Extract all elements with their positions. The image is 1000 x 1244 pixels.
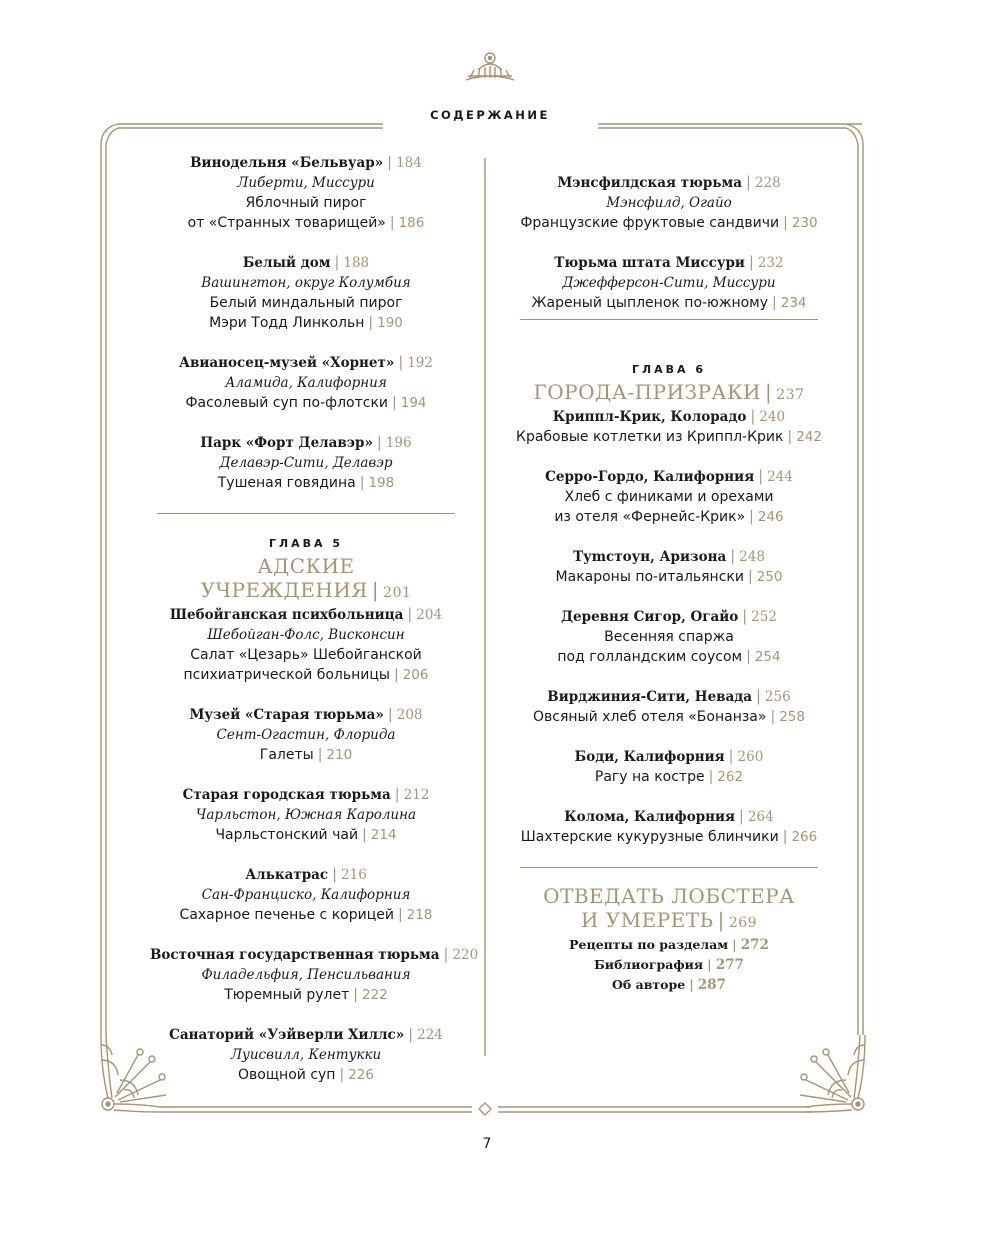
recipe-name [510, 767, 828, 787]
separator: | [758, 469, 764, 485]
toc-entry[interactable] [510, 607, 828, 667]
page-ref: 287 [697, 977, 726, 993]
page-ref: 228 [754, 175, 781, 191]
toc-entry[interactable] [150, 785, 462, 845]
toc-entry-heading [510, 807, 828, 827]
page-ref: 194 [400, 395, 427, 411]
recipe-name [510, 567, 828, 587]
recipe-text: Сахарное печенье с корицей [179, 907, 394, 923]
recipe-text: Галеты [259, 747, 314, 763]
location: Аламида, Калифорния [225, 375, 387, 391]
chapter-title[interactable] [150, 554, 462, 605]
toc-entry[interactable] [510, 687, 828, 727]
recipe-text: Тюремный рулет [224, 987, 350, 1003]
page-number: 7 [482, 1136, 492, 1152]
toc-entry[interactable] [510, 407, 828, 447]
place-name: Тюрьма штата Миссури [554, 255, 745, 271]
toc-entry-heading [150, 865, 462, 885]
page-ref: 222 [361, 987, 388, 1003]
separator: | [362, 827, 367, 843]
page-ref: 230 [791, 215, 818, 231]
page-ref: 232 [757, 255, 784, 271]
toc-section-right-top [510, 173, 828, 313]
recipe-name [150, 193, 462, 213]
separator: | [339, 1067, 345, 1083]
back-matter-items [510, 935, 828, 995]
separator: | [392, 395, 397, 411]
separator: | [742, 609, 748, 625]
page-ref: 224 [417, 1027, 443, 1043]
separator: | [376, 435, 382, 451]
place-name: Музей «Старая тюрьма» [189, 707, 384, 723]
place-name: Алькатрас [245, 867, 329, 883]
recipe-name [150, 313, 462, 333]
place-name: Криппл-Крик, Колорадо [552, 409, 747, 425]
recipe-text: Белый миндальный пирог [209, 295, 403, 311]
recipe-text: Овощной суп [238, 1067, 336, 1083]
separator: | [783, 215, 788, 231]
location: Мэнсфилд, Огайо [606, 195, 732, 211]
separator: | [398, 355, 404, 371]
page-ref: 204 [416, 607, 443, 623]
place-name: Шебойганская психбольница [169, 607, 404, 623]
recipe-text: Весенняя спаржа [604, 629, 734, 645]
recipe-text: Французские фруктовые сандвичи [520, 215, 780, 231]
recipe-name [150, 473, 462, 493]
separator: | [728, 749, 734, 765]
separator: | [689, 977, 694, 992]
separator: | [765, 380, 773, 404]
separator: | [317, 747, 323, 763]
back-matter-label: Библиография [594, 957, 704, 972]
separator: | [407, 607, 413, 623]
place-name: Старая городская тюрьма [182, 787, 391, 803]
separator: | [334, 255, 340, 271]
page-ref: 242 [796, 429, 822, 445]
recipe-text: от «Странных товарищей» [187, 215, 386, 231]
separator: | [443, 947, 449, 963]
separator: | [717, 908, 725, 932]
place-name: Санаторий «Уэйверли Хиллс» [169, 1027, 405, 1043]
page-ref: 226 [348, 1067, 374, 1083]
toc-entry-heading [150, 253, 462, 273]
recipe-text: Шахтерские кукурузные блинчики [520, 829, 779, 845]
page-ref: 190 [377, 315, 403, 331]
page-ref: 192 [407, 355, 433, 371]
toc-entry[interactable] [510, 467, 828, 527]
separator: | [750, 409, 756, 425]
place-name: Авианосец-музей «Хорнет» [179, 355, 395, 371]
recipe-text: Чарльстонский чай [215, 827, 359, 843]
place-name: Парк «Форт Делавэр» [200, 435, 373, 451]
separator: | [739, 809, 744, 825]
separator: | [782, 829, 788, 845]
toc-entry[interactable] [150, 433, 462, 493]
toc-entry[interactable] [510, 173, 828, 233]
location: Луисвилл, Кентукки [230, 1047, 382, 1063]
recipe-name [510, 627, 828, 647]
location: Чарльстон, Южная Каролина [195, 807, 417, 823]
separator: | [708, 769, 714, 785]
recipe-name [150, 905, 462, 925]
recipe-name [510, 487, 828, 507]
toc-entry-heading [510, 253, 828, 273]
location: Либерти, Миссури [237, 175, 375, 191]
toc-entry[interactable] [150, 945, 479, 1005]
page-ref: 254 [754, 649, 781, 665]
recipe-name [150, 293, 462, 313]
separator: | [397, 907, 403, 923]
toc-entry-heading [510, 173, 828, 193]
place-name: Боди, Калифорния [574, 749, 725, 765]
page-ref: 250 [756, 569, 783, 585]
recipe-name [150, 745, 462, 765]
recipe-name [150, 985, 462, 1005]
toc-section-left-top [150, 153, 462, 493]
recipe-text: Мэри Тодд Линкольн [209, 315, 365, 331]
location: Сан-Франциско, Калифорния [201, 887, 411, 903]
toc-entry[interactable] [150, 865, 462, 925]
page-ref: 258 [779, 709, 805, 725]
recipe-name [150, 213, 462, 233]
page-ref: 252 [751, 609, 777, 625]
toc-entry[interactable] [150, 253, 462, 333]
chapter-label: ГЛАВА 5 [268, 537, 344, 550]
place-name: Мэнсфилдская тюрьма [557, 175, 742, 191]
section-divider [520, 867, 818, 868]
place-name: Колома, Калифорния [564, 809, 736, 825]
page-ref: 216 [341, 867, 367, 883]
recipe-text: Макароны по-итальянски [555, 569, 744, 585]
page-ref: 266 [791, 829, 818, 845]
location: Филадельфия, Пенсильвания [201, 967, 411, 983]
recipe-text: Жареный цыпленок по-южному [531, 295, 769, 311]
page-ref: 272 [740, 937, 769, 953]
chapter-page: 201 [383, 585, 412, 601]
recipe-text: Рагу на костре [594, 769, 705, 785]
location: Джефферсон-Сити, Миссури [562, 275, 776, 291]
back-matter-item[interactable] [510, 955, 828, 975]
corner-fan-ornament-icon [800, 1035, 865, 1112]
recipe-name [150, 645, 462, 665]
page-ref: 277 [715, 957, 744, 973]
recipe-name [510, 213, 828, 233]
separator: | [747, 569, 753, 585]
place-name: Восточная государственная тюрьма [150, 947, 440, 963]
separator: | [387, 155, 393, 171]
back-matter-title[interactable] [510, 884, 828, 935]
toc-entry[interactable] [150, 705, 462, 765]
separator: | [393, 667, 399, 683]
toc-entry[interactable] [150, 1025, 462, 1085]
page-ref: 186 [398, 215, 425, 231]
page-ref: 260 [737, 749, 764, 765]
separator: | [732, 937, 737, 952]
separator: | [371, 578, 380, 602]
toc-entry[interactable] [150, 153, 462, 233]
toc-entry-heading [150, 153, 462, 173]
chapter-label: ГЛАВА 6 [631, 363, 707, 376]
toc-entry[interactable] [150, 605, 462, 685]
toc-entry-heading [150, 705, 462, 725]
separator: | [353, 987, 358, 1003]
toc-entry[interactable] [510, 253, 828, 313]
back-matter-item[interactable] [510, 975, 828, 995]
recipe-text: Фасолевый суп по-флотски [185, 395, 389, 411]
page-ref: 240 [759, 409, 786, 425]
toc-entry-heading [510, 407, 828, 427]
place-name: Деревня Сигор, Огайо [561, 609, 739, 625]
chapter-page: 237 [776, 387, 805, 403]
separator: | [389, 215, 395, 231]
page-ref: 256 [764, 689, 791, 705]
toc-entry-heading [510, 467, 828, 487]
recipe-text: Салат «Цезарь» Шебойганской [190, 647, 422, 663]
back-matter [510, 884, 828, 995]
recipe-text: Яблочный пирог [245, 195, 367, 211]
page-ref: 244 [767, 469, 793, 485]
back-matter-label: Об авторе [612, 977, 686, 992]
toc-entry-heading [150, 1025, 462, 1045]
page-ref: 210 [326, 747, 353, 763]
page-ref: 246 [757, 509, 784, 525]
page-ref: 184 [396, 155, 422, 171]
page-ref: 264 [747, 809, 774, 825]
chapter-title-text: АДСКИЕ УЧРЕЖДЕНИЯ [200, 554, 368, 602]
toc-entry[interactable] [510, 547, 828, 587]
location: Вашингтон, округ Колумбия [201, 275, 411, 291]
separator: | [787, 429, 793, 445]
separator: | [749, 509, 754, 525]
separator: | [748, 255, 754, 271]
page-ref: 212 [403, 787, 430, 803]
page-ref: 220 [452, 947, 479, 963]
section-divider [520, 319, 818, 320]
page-ref: 234 [780, 295, 807, 311]
recipe-name [510, 827, 828, 847]
recipe-name [150, 665, 462, 685]
toc-entry[interactable] [150, 353, 462, 413]
page-ref: 208 [396, 707, 423, 723]
back-matter-item[interactable] [510, 935, 828, 955]
separator: | [730, 549, 736, 565]
recipe-name [510, 647, 828, 667]
recipe-text: Тушеная говядина [217, 475, 356, 491]
separator: | [394, 787, 400, 803]
page-ref: 214 [370, 827, 397, 843]
back-matter-title-line1: ОТВЕДАТЬ ЛОБСТЕРА [543, 884, 795, 908]
recipe-text: Овсяный хлеб отеля «Бонанза» [533, 709, 767, 725]
recipe-text: под голландским соусом [557, 649, 743, 665]
separator: | [359, 475, 365, 491]
toc-section-chapter6 [510, 407, 828, 847]
recipe-name [510, 507, 828, 527]
separator: | [770, 709, 776, 725]
section-divider [157, 513, 455, 514]
toc-entry[interactable] [510, 747, 828, 787]
recipe-text: психиатрической больницы [183, 667, 390, 683]
separator: | [387, 707, 393, 723]
separator: | [746, 649, 751, 665]
recipe-name [510, 427, 828, 447]
place-name: Серро-Гордо, Калифорния [545, 469, 755, 485]
toc-entry-heading [510, 687, 828, 707]
separator: | [368, 315, 374, 331]
toc-entry-heading [510, 607, 828, 627]
separator: | [745, 175, 751, 191]
page-ref: 218 [406, 907, 433, 923]
recipe-text: Хлеб с финиками и орехами [564, 489, 774, 505]
recipe-name [150, 1065, 462, 1085]
chapter-page: 269 [728, 915, 758, 931]
toc-right-column [510, 173, 828, 995]
place-name: Туmстоун, Аризона [573, 549, 727, 565]
recipe-text: из отеля «Фернейс-Крик» [554, 509, 746, 525]
page-ref: 198 [368, 475, 395, 491]
sunburst-ornament-icon [466, 53, 514, 80]
page-ref: 188 [343, 255, 370, 271]
toc-entry[interactable] [510, 807, 828, 847]
place-name: Винодельня «Бельвуар» [190, 155, 384, 171]
recipe-name [510, 707, 828, 727]
recipe-name [150, 825, 462, 845]
place-name: Белый дом [242, 255, 331, 271]
page-ref: 206 [402, 667, 429, 683]
chapter-title-text: ГОРОДА-ПРИЗРАКИ [533, 380, 761, 404]
back-matter-title-line2: И УМЕРЕТЬ [580, 908, 714, 932]
location: Делавэр-Сити, Делавэр [219, 455, 393, 471]
separator: | [707, 957, 712, 972]
page-ref: 196 [385, 435, 412, 451]
toc-left-column [150, 153, 479, 1105]
recipe-name [150, 393, 462, 413]
separator: | [408, 1027, 414, 1043]
toc-entry-heading [150, 785, 462, 805]
separator: | [756, 689, 761, 705]
page-ref: 248 [739, 549, 765, 565]
separator: | [332, 867, 338, 883]
recipe-name [510, 293, 828, 313]
place-name: Вирджиния-Сити, Невада [547, 689, 753, 705]
page-ref: 262 [717, 769, 744, 785]
toc-entry-heading [510, 747, 828, 767]
toc-entry-heading [150, 433, 462, 453]
location: Сент-Огастин, Флорида [216, 727, 396, 743]
back-matter-label: Рецепты по разделам [569, 937, 729, 952]
toc-section-chapter5 [150, 605, 479, 1085]
separator: | [772, 295, 777, 311]
location: Шебойган-Фолс, Висконсин [207, 627, 405, 643]
toc-entry-heading [510, 547, 828, 567]
toc-entry-heading [150, 945, 479, 965]
chapter-title[interactable] [510, 380, 828, 407]
recipe-text: Крабовые котлетки из Криппл-Крик [516, 429, 784, 445]
toc-entry-heading [150, 353, 462, 373]
toc-entry-heading [150, 605, 462, 625]
page-title: СОДЕРЖАНИЕ [430, 108, 550, 122]
